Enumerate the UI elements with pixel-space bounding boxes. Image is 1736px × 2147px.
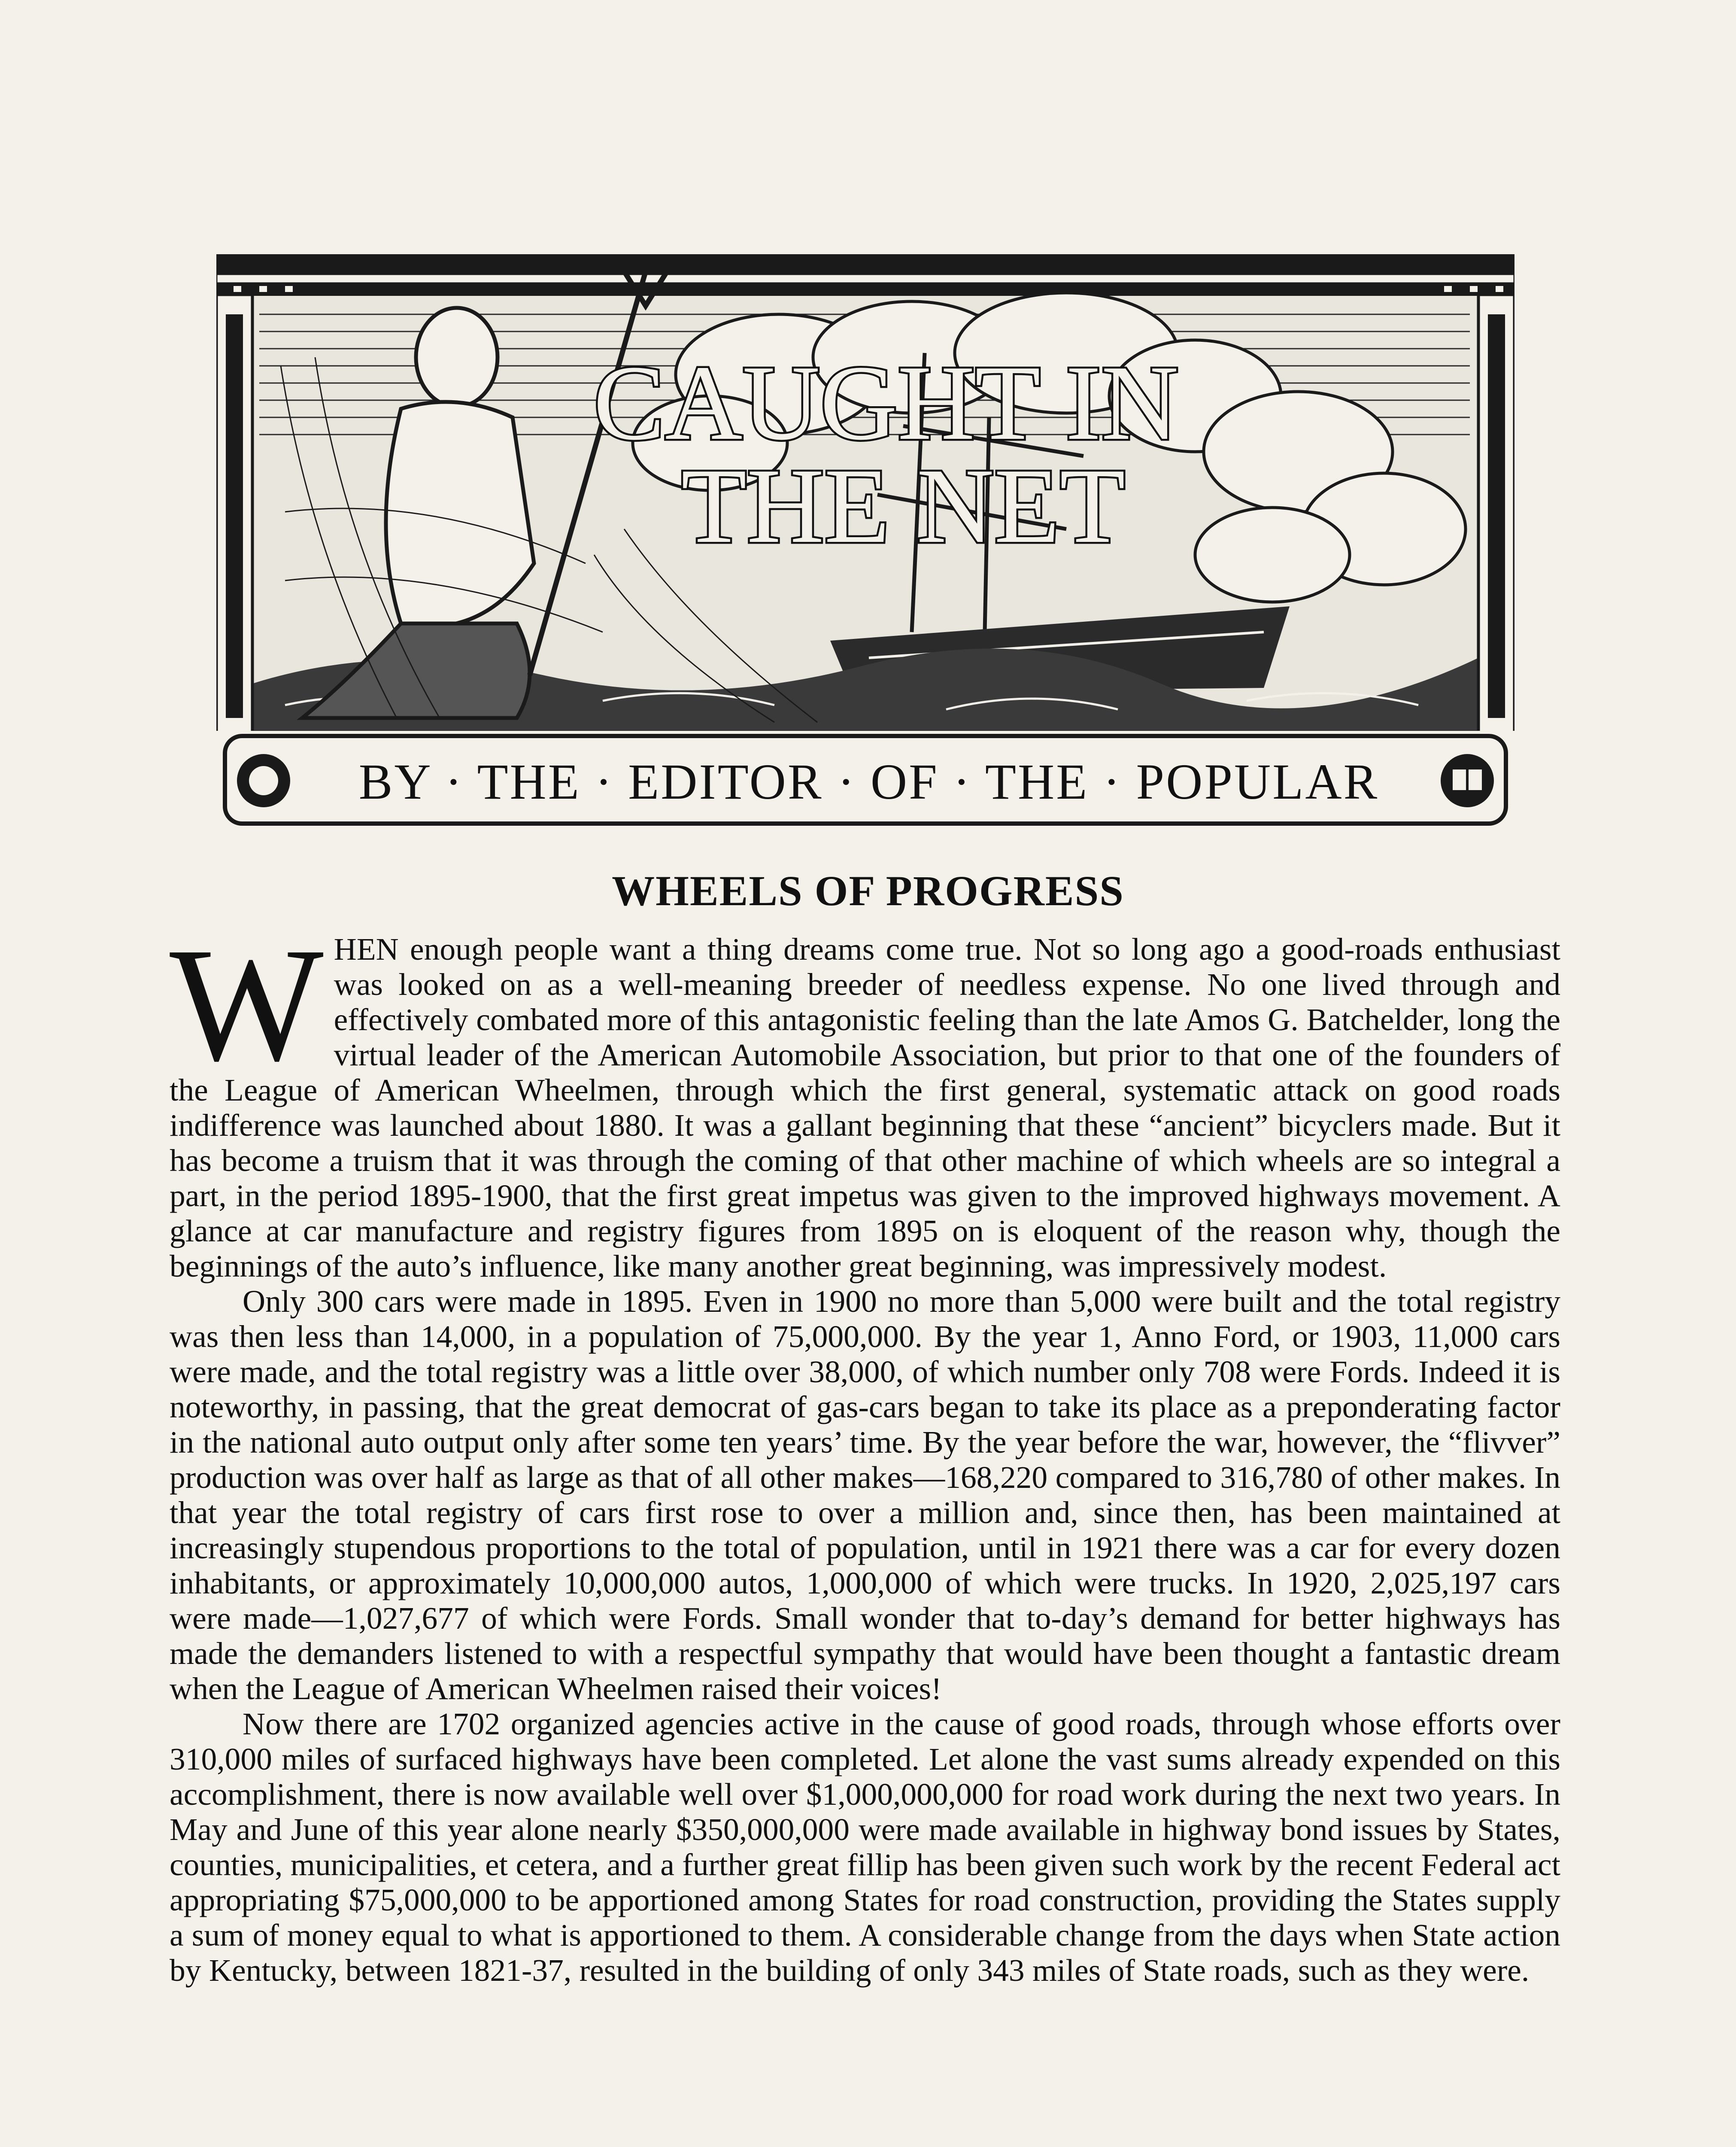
banner-title-line1: CAUGHT IN [593,344,1179,462]
drop-cap: W [170,914,324,1095]
banner-title-line2: THE NET [681,447,1126,566]
paragraph-1-text: HEN enough people want a thing dreams come true. Not so long ago a good-roads enthusiast was looked on as a well-meaning breeder of needless expense. No one lived through and effectively combated more of this antagonistic feeling than the late Amos G. Batchelder, long the virtual leader of the American Automobile Association, but prior to that one of the founders of the League of American Wheelmen, through which the first general, systematic attack on good roads indifference was launched about 1880. It was a gallant beginning that these “ancient” bicyclers made. But it has become a truism that it was through the coming of that other machine of which wheels are so integral a part, in the period 1895-1900, that the first great impetus was given to the improved highways movement. A glance at car manufacture and registry figures from 1895 on is eloquent of the reason why, though the beginnings of the auto’s influence, like many another great beginning, was impressively modest. [170,932,1560,1283]
paragraph-1 [170,914,1560,1284]
article-title: WHEELS OF PROGRESS [612,867,1124,915]
article-body [170,914,1560,1988]
header-illustration [216,254,1514,832]
paragraph-3: Now there are 1702 organized agencies active in the cause of good roads, through whose efforts over 310,000 miles of surfaced highways have been completed. Let alone the vast sums already expended on this accomplishment, there is now available well over $1,000,000,000 for road work during the next two years. In May and June of this year alone nearly $350,000,000 were made available in highway bond issues by States, counties, municipalities, et cetera, and a further great fillip has been given such work by the recent Federal act appropriating $75,000,000 to be apportioned among States for road construction, providing the States supply a sum of money equal to what is apportioned to them. A considerable change from the days when State action by Kentucky, between 1821-37, resulted in the building of only 343 miles of State roads, such as they were. [170,1706,1560,1988]
byline: BY · THE · EDITOR · OF · THE · POPULAR [358,754,1379,810]
paragraph-2: Only 300 cars were made in 1895. Even in 1900 no more than 5,000 were built and the total registry was then less than 14,000, in a population of 75,000,000. By the year 1, Anno Ford, or 1903, 11,000 cars were made, and the total registry was a little over 38,000, of which number only 708 were Fords. Indeed it is noteworthy, in passing, that the great democrat of gas-cars began to take its place as a preponderating factor in the national auto output only after some ten years’ time. By the year before the war, however, the “flivver” production was over half as large as that of all other makes—168,220 compared to 316,780 of other makes. In that year the total registry of cars first rose to over a million and, since then, has been maintained at increasingly stupendous proportions to the total of population, until in 1921 there was a car for every dozen inhabitants, or approximately 10,000,000 autos, 1,000,000 of which were trucks. In 1920, 2,025,197 cars were made—1,027,677 of which were Fords. Small wonder that to-day’s demand for better highways has made the demanders listened to with a respectful sympathy that would have been thought a fantastic dream when the League of American Wheelmen raised their voices! [170,1284,1560,1706]
